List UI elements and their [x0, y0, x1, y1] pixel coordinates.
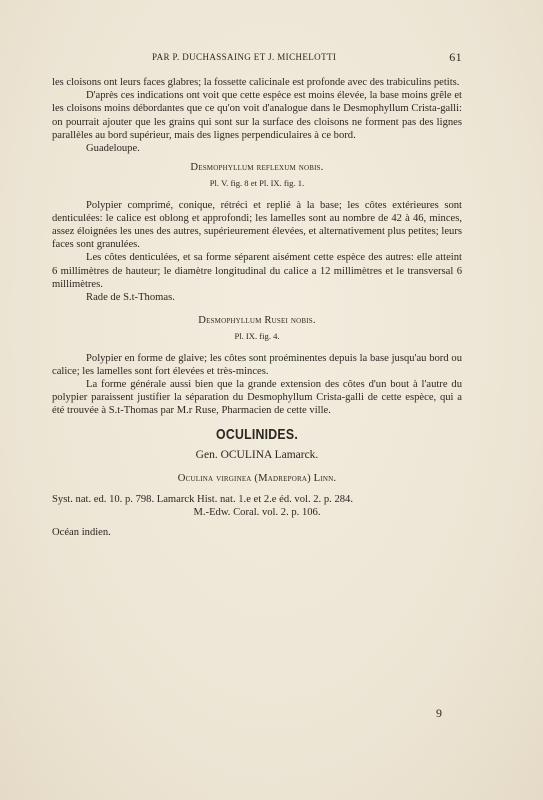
signature-mark: 9: [436, 706, 442, 720]
paragraph: D'après ces indications ont voit que cette espèce est moins élevée, la base moins grêle et les cloisons moins débordantes que ce qu'on voit d'analogue dans le Desmophyllum Crista-galli: on pourrait ajouter que les grains qui sont sur la surface des cloisons ne forment pas des lignes parallèles au bord supérieur, mais des lignes perpendiculaires à ce bord.: [52, 90, 462, 141]
figure-reference: Pl. IX. fig. 4.: [234, 331, 280, 342]
paragraph: Rade de S.t-Thomas.: [86, 292, 175, 304]
locality: Océan indien.: [52, 526, 111, 538]
header-title: PAR P. DUCHASSAING ET J. MICHELOTTI: [152, 52, 337, 62]
paragraph: Guadeloupe.: [86, 143, 140, 155]
paragraph: les cloisons ont leurs faces glabres; la fossette calicinale est profonde avec des trabiculins petits.: [52, 77, 460, 88]
species-heading: Oculina virginea (Madrepora) Linn.: [177, 473, 337, 485]
bibliographic-reference: M.-Edw. Coral. vol. 2. p. 106.: [193, 507, 321, 519]
figure-reference: Pl. V. fig. 8 et Pl. IX. fig. 1.: [209, 178, 305, 189]
paragraph: La forme générale aussi bien que la grande extension des côtes d'un bout à l'autre du polypier paraissent justifier la séparation du Desmophyllum Crista-galli de cette espèce, qui a été trouvée à S.t-Thomas par M.r Ruse, Pharmacien de cette ville.: [52, 379, 462, 417]
family-heading: OCULINIDES.: [216, 425, 298, 443]
species-heading: Desmophyllum Rusei nobis.: [198, 315, 316, 327]
paragraph: Les côtes denticulées, et sa forme séparent aisément cette espèce des autres: elle atteint 6 millimètres de hauteur; le diamètre longitudinal du calice a 12 millimètres et le transversal 6 millimètres.: [52, 252, 462, 290]
genus-heading: Gen. OCULINA Lamarck.: [195, 448, 319, 461]
paragraph: Polypier comprimé, conique, rétréci et replié à la base; les côtes extérieures sont denticulées: le calice est oblong et approfondi; les lamelles sont au nombre de 42 à 46, minces, assez éloignées les unes des autres, supérieurement élevées, et alternativement plus petites; leurs faces sont granulées.: [52, 199, 462, 251]
page-number: 61: [449, 50, 462, 64]
species-heading: Desmophyllum reflexum nobis.: [190, 162, 324, 174]
bibliographic-reference: Syst. nat. ed. 10. p. 798. Lamarck Hist. nat. 1.e et 2.e éd. vol. 2. p. 284.: [52, 494, 353, 506]
body-text: [52, 76, 462, 539]
paragraph: Polypier en forme de glaive; les côtes sont proéminentes depuis la base jusqu'au bord ou calice; les lamelles sont fort élevées et très-minces.: [52, 352, 462, 377]
